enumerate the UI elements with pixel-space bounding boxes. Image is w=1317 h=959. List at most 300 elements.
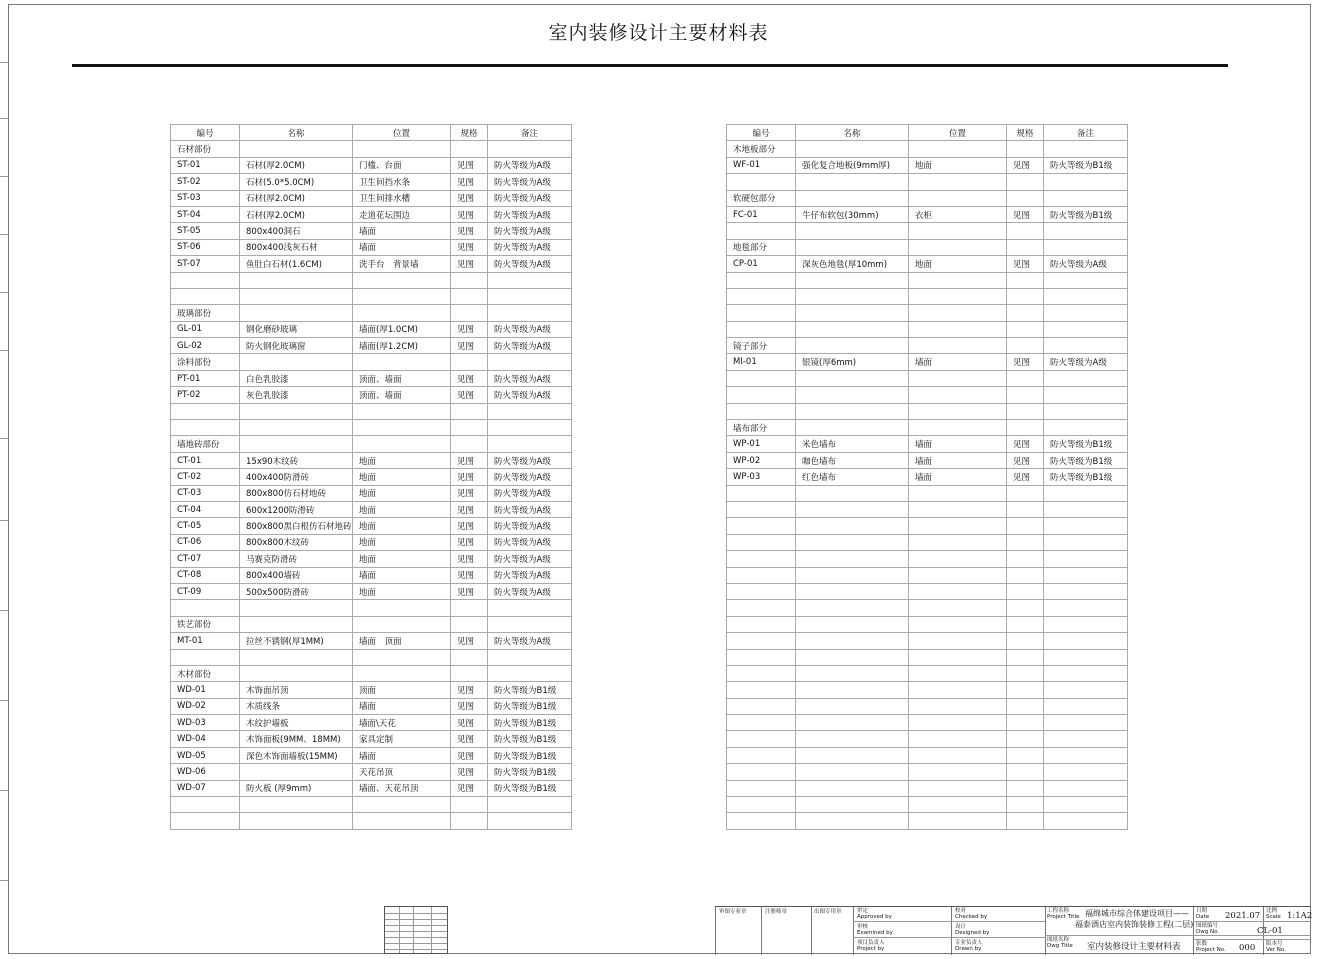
project-name-line2: 福泰酒店室内装饰装修工程(二层): [1075, 920, 1194, 929]
proj-no-label: 张数: [1196, 941, 1208, 947]
cell-remark: 防火等级为A级: [488, 469, 572, 485]
cell-remark: 防火等级为A级: [488, 370, 572, 386]
table-row: [171, 797, 572, 813]
dwg-no-value: CL-01: [1257, 926, 1283, 936]
ver-label: 版本号: [1266, 941, 1283, 947]
cell-remark: 防火等级为A级: [488, 223, 572, 239]
cell-location: [909, 616, 1007, 632]
cell-location: [353, 141, 451, 157]
cell-name: [796, 715, 909, 731]
table-header-row: [171, 125, 572, 141]
cell-remark: 防火等级为A级: [1044, 354, 1128, 370]
cell-remark: 防火等级为A级: [488, 321, 572, 337]
cell-name: [240, 288, 353, 304]
cell-code: WD-01: [171, 682, 240, 698]
cell-remark: [1044, 551, 1128, 567]
proj-no-value: 000: [1239, 943, 1256, 953]
cell-remark: 防火等级为A级: [488, 567, 572, 583]
cell-spec: [1007, 141, 1044, 157]
cell-code: ST-05: [171, 223, 240, 239]
cell-location: [909, 731, 1007, 747]
cell-name: 800x800仿石材地砖: [240, 485, 353, 501]
cell-spec: [451, 600, 488, 616]
cell-spec: [451, 813, 488, 829]
cell-spec: [1007, 780, 1044, 796]
drawn-label: 专业负责人: [955, 940, 983, 946]
cell-location: [909, 174, 1007, 190]
cell-spec: [1007, 305, 1044, 321]
cell-remark: 防火等级为A级: [488, 157, 572, 173]
header-remark: 备注: [488, 125, 572, 141]
table-row: [171, 223, 572, 239]
approved-en-label: Approved by: [857, 914, 892, 920]
cell-remark: [488, 665, 572, 681]
proj-no-en-label: Project No.: [1196, 947, 1226, 953]
cell-spec: [451, 436, 488, 452]
cell-remark: 防火等级为B1级: [1044, 157, 1128, 173]
cell-code: [727, 567, 796, 583]
cell-location: 地面: [909, 157, 1007, 173]
cell-spec: 见图: [451, 501, 488, 517]
table-row: [171, 780, 572, 796]
cell-spec: 见图: [1007, 256, 1044, 272]
cell-location: 墙面: [909, 354, 1007, 370]
cell-spec: [1007, 797, 1044, 813]
cell-code: [171, 813, 240, 829]
cell-remark: [1044, 305, 1128, 321]
table-row: [727, 387, 1128, 403]
cell-name: [796, 518, 909, 534]
cell-location: [909, 288, 1007, 304]
cell-code: WP-03: [727, 469, 796, 485]
cell-remark: [1044, 747, 1128, 763]
cell-code: [171, 649, 240, 665]
cell-code: [727, 813, 796, 829]
cell-name: [796, 633, 909, 649]
table-row: [171, 288, 572, 304]
table-row: [727, 469, 1128, 485]
table-row: [171, 764, 572, 780]
cell-location: 墙面(厚1.0CM): [353, 321, 451, 337]
cell-location: [909, 305, 1007, 321]
cell-spec: 见图: [451, 190, 488, 206]
cell-remark: [1044, 682, 1128, 698]
cell-location: [909, 518, 1007, 534]
cell-name: 拉丝不锈钢(厚1MM): [240, 633, 353, 649]
cell-name: 深灰色地毯(厚10mm): [796, 256, 909, 272]
cell-code: ST-06: [171, 239, 240, 255]
table-row: [171, 141, 572, 157]
cell-name: [796, 501, 909, 517]
cell-spec: 见图: [451, 534, 488, 550]
cell-spec: 见图: [451, 370, 488, 386]
designed-en-label: Designed by: [955, 930, 990, 936]
cell-spec: [451, 272, 488, 288]
cell-spec: [1007, 272, 1044, 288]
cell-spec: [1007, 747, 1044, 763]
table-row: [727, 321, 1128, 337]
cell-location: [353, 305, 451, 321]
cell-name: [796, 305, 909, 321]
pm-label: 项目负责人: [857, 940, 885, 946]
cell-spec: 见图: [451, 206, 488, 222]
checked-en-label: Checked by: [955, 914, 988, 920]
cell-code: WD-04: [171, 731, 240, 747]
cell-remark: 防火等级为B1级: [1044, 469, 1128, 485]
cell-location: 地面: [353, 452, 451, 468]
cell-location: 墙面: [353, 239, 451, 255]
cell-location: 地面: [909, 256, 1007, 272]
cell-name: [240, 600, 353, 616]
cell-spec: [451, 797, 488, 813]
cell-remark: 防火等级为B1级: [1044, 206, 1128, 222]
table-row: [727, 583, 1128, 599]
cell-spec: [1007, 223, 1044, 239]
table-row: [727, 256, 1128, 272]
approved-label: 审定: [857, 908, 869, 914]
cell-code: WD-06: [171, 764, 240, 780]
table-row: [171, 452, 572, 468]
cell-spec: 见图: [451, 223, 488, 239]
cell-code: CT-08: [171, 567, 240, 583]
table-row: [727, 715, 1128, 731]
table-row: [727, 616, 1128, 632]
table-row: [171, 436, 572, 452]
table-row: [727, 698, 1128, 714]
cell-spec: [451, 616, 488, 632]
cell-remark: 防火等级为A级: [488, 534, 572, 550]
cell-name: [796, 534, 909, 550]
cell-remark: [1044, 813, 1128, 829]
cell-name: 防火钢化玻璃窗: [240, 338, 353, 354]
cell-code: [727, 403, 796, 419]
cell-spec: [1007, 485, 1044, 501]
table-row: [171, 682, 572, 698]
table-row: [727, 174, 1128, 190]
table-row: [727, 649, 1128, 665]
cell-location: 门槛、台面: [353, 157, 451, 173]
cell-remark: [1044, 403, 1128, 419]
cell-spec: [1007, 764, 1044, 780]
table-row: [727, 682, 1128, 698]
cell-spec: [1007, 649, 1044, 665]
cell-location: [909, 272, 1007, 288]
cell-code: [727, 387, 796, 403]
table-row: [727, 780, 1128, 796]
cell-name: 木质线条: [240, 698, 353, 714]
table-row: [171, 698, 572, 714]
table-row: [171, 403, 572, 419]
cell-code: PT-01: [171, 370, 240, 386]
cell-name: 鱼肚白石材(1.6CM): [240, 256, 353, 272]
cell-name: [796, 567, 909, 583]
cell-spec: 见图: [451, 452, 488, 468]
cell-name: 800x400浅灰石材: [240, 239, 353, 255]
table-row: [727, 665, 1128, 681]
table-row: [727, 305, 1128, 321]
table-row: [727, 534, 1128, 550]
cell-name: [240, 272, 353, 288]
table-row: [727, 747, 1128, 763]
cell-name: [240, 649, 353, 665]
cell-name: 灰色乳胶漆: [240, 387, 353, 403]
header-location: 位置: [909, 125, 1007, 141]
header-name: 名称: [240, 125, 353, 141]
cell-name: [796, 338, 909, 354]
cell-spec: [451, 649, 488, 665]
table-row: [727, 567, 1128, 583]
cell-location: 墙面: [909, 436, 1007, 452]
cell-spec: 见图: [1007, 354, 1044, 370]
cell-remark: [1044, 780, 1128, 796]
cell-code: MI-01: [727, 354, 796, 370]
cell-name: 白色乳胶漆: [240, 370, 353, 386]
cell-remark: [1044, 600, 1128, 616]
cell-name: [240, 436, 353, 452]
designed-label: 设计: [955, 924, 967, 930]
cell-remark: [488, 600, 572, 616]
cell-remark: [1044, 633, 1128, 649]
table-row: [727, 600, 1128, 616]
table-row: [727, 239, 1128, 255]
cell-name: [240, 616, 353, 632]
cell-remark: [488, 436, 572, 452]
project-title-label: 工程名称: [1047, 908, 1070, 914]
cell-spec: [1007, 813, 1044, 829]
table-row: [727, 370, 1128, 386]
cell-spec: [1007, 600, 1044, 616]
cell-name: [796, 370, 909, 386]
date-label: 日期: [1196, 908, 1208, 914]
table-row: [171, 747, 572, 763]
cell-location: 洗手台 背景墙: [353, 256, 451, 272]
cell-name: [796, 420, 909, 436]
cell-code: [171, 420, 240, 436]
cell-code: ST-02: [171, 174, 240, 190]
cell-location: 走道花坛围边: [353, 206, 451, 222]
table-row: [171, 665, 572, 681]
table-row: [727, 338, 1128, 354]
table-row: [727, 141, 1128, 157]
cell-spec: [1007, 731, 1044, 747]
cell-name: [240, 665, 353, 681]
cell-location: [909, 797, 1007, 813]
cell-code: CT-09: [171, 583, 240, 599]
table-row: [171, 305, 572, 321]
cell-name: [796, 764, 909, 780]
cell-remark: 防火等级为A级: [488, 485, 572, 501]
cell-spec: [1007, 518, 1044, 534]
cell-spec: [1007, 387, 1044, 403]
cell-location: [909, 583, 1007, 599]
table-row: [171, 583, 572, 599]
cell-remark: [1044, 288, 1128, 304]
dwg-title: 室内装修设计主要材料表: [1087, 942, 1181, 952]
cell-location: [909, 715, 1007, 731]
cell-name: [796, 731, 909, 747]
cell-remark: [1044, 518, 1128, 534]
cell-location: [909, 747, 1007, 763]
cell-code: [727, 797, 796, 813]
header-name: 名称: [796, 125, 909, 141]
cell-name: [240, 141, 353, 157]
cell-spec: [1007, 190, 1044, 206]
cell-spec: [1007, 403, 1044, 419]
cell-remark: [488, 649, 572, 665]
header-remark: 备注: [1044, 125, 1128, 141]
cell-name: 牛仔布软包(30mm): [796, 206, 909, 222]
scale-value: 1:1A2: [1287, 911, 1313, 921]
cell-spec: [1007, 239, 1044, 255]
table-row: [171, 501, 572, 517]
cell-name: 400x400防滑砖: [240, 469, 353, 485]
cell-spec: [451, 403, 488, 419]
cell-code: [727, 698, 796, 714]
cell-remark: [488, 813, 572, 829]
cell-remark: [488, 305, 572, 321]
cell-name: [796, 321, 909, 337]
cell-remark: [1044, 387, 1128, 403]
cell-remark: [1044, 764, 1128, 780]
cell-location: 墙面(厚1.2CM): [353, 338, 451, 354]
cell-name: 银镜(厚6mm): [796, 354, 909, 370]
table-row: [727, 551, 1128, 567]
cell-spec: [451, 305, 488, 321]
cell-remark: 防火等级为B1级: [488, 780, 572, 796]
cell-spec: 见图: [451, 780, 488, 796]
cell-location: [909, 813, 1007, 829]
table-row: [727, 797, 1128, 813]
cell-spec: 见图: [451, 583, 488, 599]
cell-location: [909, 239, 1007, 255]
cell-remark: [1044, 583, 1128, 599]
cell-code: [171, 272, 240, 288]
cell-name: [796, 600, 909, 616]
cell-code: WD-02: [171, 698, 240, 714]
cell-name: 深色木饰面墙板(15MM): [240, 747, 353, 763]
header-code: 编号: [171, 125, 240, 141]
cell-code: [727, 715, 796, 731]
cell-name: [796, 403, 909, 419]
project-name-line1: 福绵城市综合体建设项目——: [1085, 909, 1189, 918]
cell-code: [727, 174, 796, 190]
cell-name: 木饰面吊顶: [240, 682, 353, 698]
cell-location: [353, 420, 451, 436]
cell-name: [240, 420, 353, 436]
table-row: [171, 616, 572, 632]
table-row: [727, 223, 1128, 239]
cell-location: [909, 567, 1007, 583]
cell-remark: 防火等级为A级: [488, 338, 572, 354]
cell-remark: 防火等级为B1级: [488, 715, 572, 731]
cell-remark: 防火等级为A级: [488, 452, 572, 468]
cell-remark: [488, 420, 572, 436]
cell-remark: 防火等级为A级: [488, 583, 572, 599]
cell-remark: 防火等级为A级: [488, 239, 572, 255]
cell-location: 墙面: [353, 223, 451, 239]
table-row: [171, 338, 572, 354]
cell-code: [727, 321, 796, 337]
cell-location: 墙面: [353, 567, 451, 583]
cell-location: [909, 321, 1007, 337]
table-header-row: [727, 125, 1128, 141]
cell-spec: 见图: [451, 764, 488, 780]
table-row: [727, 403, 1128, 419]
cell-spec: 见图: [451, 485, 488, 501]
cell-name: [796, 239, 909, 255]
cell-remark: 防火等级为A级: [488, 501, 572, 517]
cell-location: 墙面 顶面: [353, 633, 451, 649]
table-row: [727, 633, 1128, 649]
cell-spec: 见图: [451, 157, 488, 173]
cell-code: 地毯部分: [727, 239, 796, 255]
cell-remark: [488, 403, 572, 419]
table-row: [171, 551, 572, 567]
cell-remark: [1044, 649, 1128, 665]
cell-location: [909, 551, 1007, 567]
cell-code: [171, 600, 240, 616]
cell-location: 地面: [353, 583, 451, 599]
cell-spec: [1007, 420, 1044, 436]
table-row: [171, 370, 572, 386]
cell-location: 地面: [353, 551, 451, 567]
cell-location: [353, 600, 451, 616]
table-row: [727, 420, 1128, 436]
cell-location: [353, 354, 451, 370]
cell-name: [796, 813, 909, 829]
cell-remark: 防火等级为A级: [488, 387, 572, 403]
cell-location: 地面: [353, 518, 451, 534]
cell-remark: 防火等级为B1级: [1044, 436, 1128, 452]
scale-en-label: Scale: [1266, 914, 1281, 920]
cell-name: 800x800木纹砖: [240, 534, 353, 550]
date-en-label: Date: [1196, 914, 1210, 920]
cell-spec: 见图: [1007, 452, 1044, 468]
cell-name: 600x1200防滑砖: [240, 501, 353, 517]
dwg-title-en-label: Dwg Title: [1047, 943, 1073, 949]
cell-remark: 防火等级为B1级: [488, 698, 572, 714]
cell-location: [353, 665, 451, 681]
cell-spec: [451, 288, 488, 304]
cell-code: 墙地砖部份: [171, 436, 240, 452]
cell-spec: [1007, 583, 1044, 599]
cell-remark: [1044, 338, 1128, 354]
cell-name: [240, 813, 353, 829]
header-location: 位置: [353, 125, 451, 141]
cell-code: CT-02: [171, 469, 240, 485]
table-row: [171, 485, 572, 501]
cell-code: GL-01: [171, 321, 240, 337]
cell-code: [727, 665, 796, 681]
cell-location: [909, 665, 1007, 681]
table-row: [171, 813, 572, 829]
cell-spec: [451, 354, 488, 370]
table-row: [727, 157, 1128, 173]
cell-remark: 防火等级为B1级: [1044, 452, 1128, 468]
cell-code: [727, 780, 796, 796]
cell-code: [171, 288, 240, 304]
sheet-edge-marks: [0, 0, 8, 959]
table-row: [171, 469, 572, 485]
cell-code: WP-01: [727, 436, 796, 452]
review-seal-label: 审图专业章: [719, 909, 747, 915]
cell-spec: 见图: [451, 698, 488, 714]
cell-spec: [1007, 534, 1044, 550]
cell-spec: 见图: [451, 321, 488, 337]
table-row: [727, 190, 1128, 206]
material-table-right: [726, 124, 1128, 830]
cell-name: 米色墙布: [796, 436, 909, 452]
